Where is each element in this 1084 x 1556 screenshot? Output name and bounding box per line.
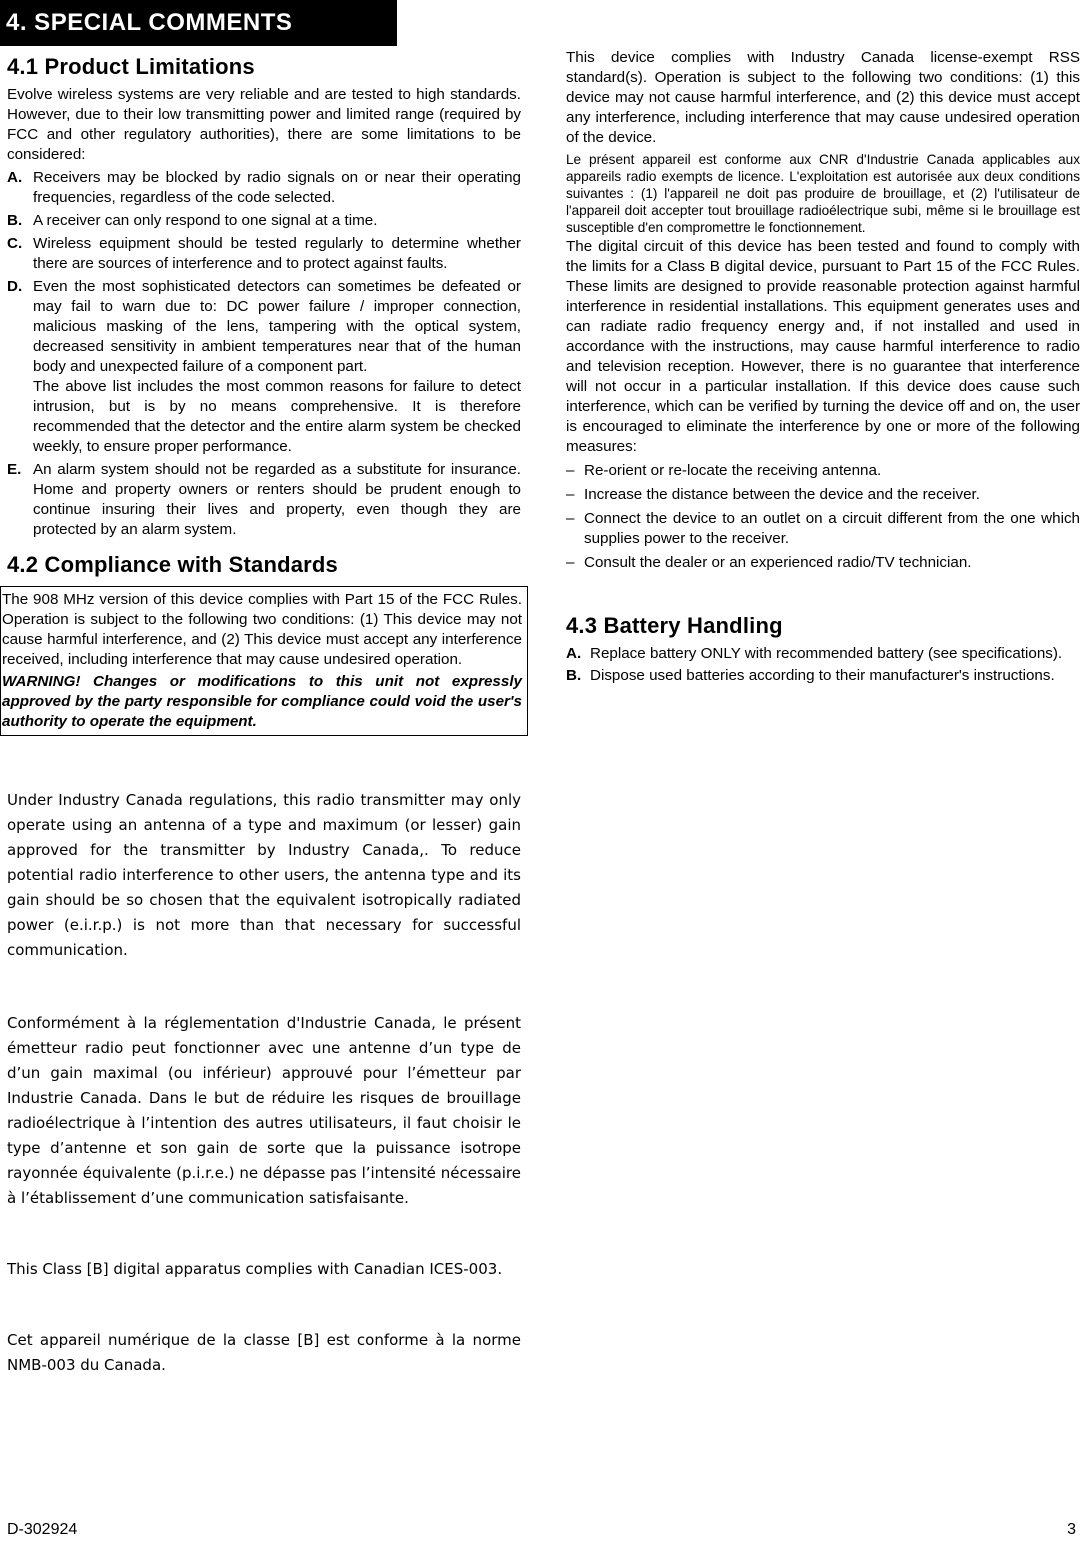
item-label: D. xyxy=(7,278,23,295)
item-label: A. xyxy=(7,169,23,186)
fcc-compliance-box xyxy=(0,586,528,736)
rss-statement-fr: Le présent appareil est conforme aux CNR d'Industrie Canada applicables aux appareils radio exempts de licence. L'exploitation est autorisée aux deux conditions suivantes : (1) l'appareil ne doit pas produire de brouillage, et (2) l'utilisateur de l'appareil doit accepter tout brouillage radioélectrique subi, même si le brouillage est susceptible d'en compromettre le fonctionnement. xyxy=(566,152,1080,235)
item-label: A. xyxy=(566,645,582,662)
item-text: Even the most sophisticated detectors can sometimes be defeated or may fail to warn due to: DC power failure / improper connection, malicious masking of the lens, tampering with the optical system, decreased sensitivity in ambient temperatures near that of the human body and unexpected failure of a component part. xyxy=(33,278,521,375)
measure-text: Increase the distance between the device and the receiver. xyxy=(584,486,980,503)
ic-antenna-en: Under Industry Canada regulations, this radio transmitter may only operate using an antenna of a type and maximum (or lesser) gain approved for the transmitter by Industry Canada,. To reduce potential radio interference to other users, the antenna type and its gain should be so chosen that the equivalent isotropically radiated power (e.i.r.p.) is not more than that necessary for successful communication. xyxy=(7,791,521,959)
measure-item xyxy=(566,509,1080,549)
dash-bullet: – xyxy=(566,486,575,503)
rss-statement-en: This device complies with Industry Canada license-exempt RSS standard(s). Operation is subject to the following two conditions: (1) this device may not cause harmful interference, and (2) this device must accept any interference, including interference that may cause undesired operation of the device. xyxy=(566,49,1080,146)
measure-item xyxy=(566,553,1080,573)
battery-item-a xyxy=(566,644,1080,664)
fcc-warning: WARNING! Changes or modifications to this unit not expressly approved by the party responsible for compliance could void the user's authority to operate the equipment. xyxy=(2,673,522,730)
ic-class-b-en: This Class [B] digital apparatus complies with Canadian ICES-003. xyxy=(7,1260,503,1278)
heading-battery-handling: 4.3 Battery Handling xyxy=(566,613,783,638)
page-number: 3 xyxy=(1067,1521,1076,1538)
item-text: Replace battery ONLY with recommended battery (see specifications). xyxy=(590,645,1063,662)
item-label: B. xyxy=(566,667,582,684)
item-text: A receiver can only respond to one signal at a time. xyxy=(33,212,378,229)
item-label: C. xyxy=(7,235,23,252)
dash-bullet: – xyxy=(566,462,575,479)
heading-compliance: 4.2 Compliance with Standards xyxy=(7,552,338,577)
measure-item xyxy=(566,485,1080,505)
heading-product-limitations: 4.1 Product Limitations xyxy=(7,54,255,79)
ic-antenna-fr: Conformément à la réglementation d'Industrie Canada, le présent émetteur radio peut fonctionner avec une antenne d’un type de d’un gain maximal (ou inférieur) approuvé pour l’émetteur par Industrie Canada. Dans le but de réduire les risques de brouillage radioélectrique à l’intention des autres utilisateurs, il faut choisir le type d’antenne et son gain de sorte que la puissance isotrope rayonnée équivalente (p.i.r.e.) ne dépasse pas l’intensité nécessaire à l’établissement d’une communication satisfaisante. xyxy=(7,1014,521,1207)
dash-bullet: – xyxy=(566,510,575,527)
measure-text: Connect the device to an outlet on a circuit different from the one which supplies power to the receiver. xyxy=(584,510,1080,547)
limitation-item-c xyxy=(7,234,521,274)
dash-bullet: – xyxy=(566,554,575,571)
limitations-intro: Evolve wireless systems are very reliable and are tested to high standards. However, due to their low transmitting power and limited range (required by FCC and other regulatory authorities), there are some limitations to be considered: xyxy=(7,86,521,163)
measure-text: Re-orient or re-locate the receiving antenna. xyxy=(584,462,882,479)
limitation-item-d xyxy=(7,277,521,457)
item-text: Dispose used batteries according to their manufacturer's instructions. xyxy=(590,667,1055,684)
fcc-box-text: The 908 MHz version of this device complies with Part 15 of the FCC Rules. Operation is subject to the following two conditions: (1) This device may not cause harmful interference, and (2) This device must accept any interference received, including interference that may cause undesired operation. xyxy=(2,591,522,668)
ic-class-b-fr: Cet appareil numérique de la classe [B] est conforme à la norme NMB-003 du Canada. xyxy=(7,1331,521,1374)
limitation-item-e xyxy=(7,460,521,540)
item-text-note: The above list includes the most common reasons for failure to detect intrusion, but is by no means comprehensive. It is therefore recommended that the detector and the entire alarm system be checked weekly, to ensure proper performance. xyxy=(33,378,521,455)
right-column xyxy=(566,48,1080,686)
limitation-item-b xyxy=(7,211,521,231)
item-text-block xyxy=(33,277,521,457)
section-title-bar: 4. SPECIAL COMMENTS xyxy=(0,0,397,46)
item-text: Wireless equipment should be tested regularly to determine whether there are sources of interference and to protect against faults. xyxy=(33,235,521,272)
item-text: Receivers may be blocked by radio signals on or near their operating frequencies, regardless of the code selected. xyxy=(33,169,521,206)
measure-item xyxy=(566,461,1080,481)
item-label: B. xyxy=(7,212,23,229)
measure-text: Consult the dealer or an experienced radio/TV technician. xyxy=(584,554,972,571)
item-label: E. xyxy=(7,461,22,478)
limitation-item-a xyxy=(7,168,521,208)
item-text: An alarm system should not be regarded as a substitute for insurance. Home and property owners or renters should be prudent enough to continue insuring their lives and property, even though they are protected by an alarm system. xyxy=(33,461,521,538)
document-number: D-302924 xyxy=(7,1521,78,1538)
battery-item-b xyxy=(566,666,1080,686)
left-column xyxy=(2,50,522,1378)
class-b-statement: The digital circuit of this device has been tested and found to comply with the limits for a Class B digital device, pursuant to Part 15 of the FCC Rules. These limits are designed to provide reasonable protection against harmful interference in residential installations. This equipment generates uses and can radiate radio frequency energy and, if not installed and used in accordance with the instructions, may cause harmful interference to radio and television reception. However, there is no guarantee that interference will not occur in a particular installation. If this device does cause such interference, which can be verified by turning the device off and on, the user is encouraged to eliminate the interference by one or more of the following measures: xyxy=(566,238,1080,455)
